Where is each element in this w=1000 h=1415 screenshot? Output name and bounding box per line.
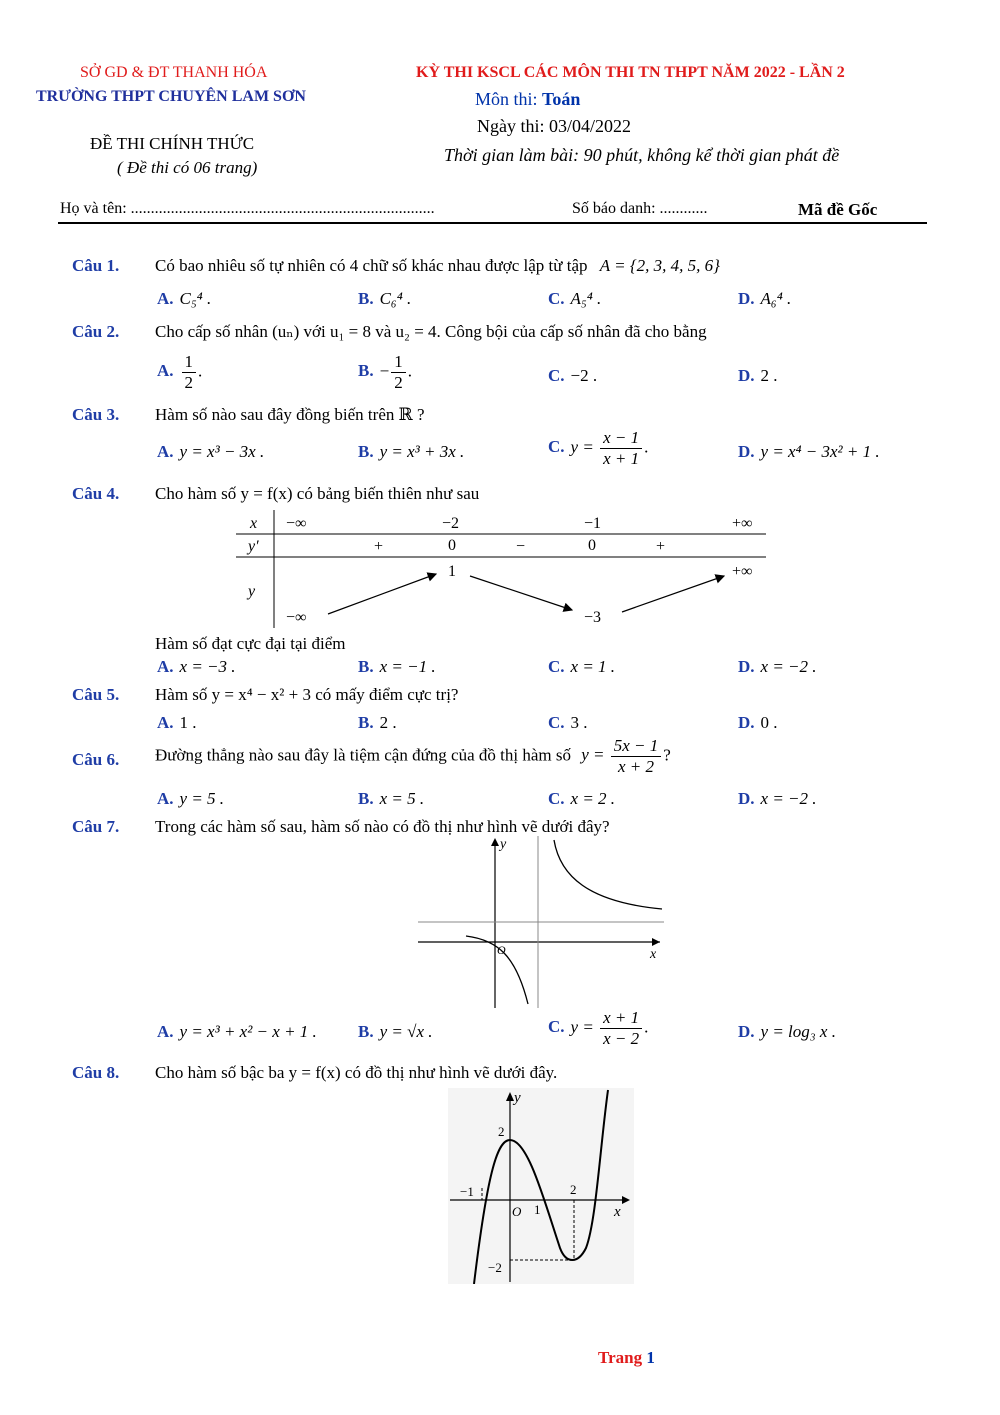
question-text: Hàm số y = x⁴ − x² + 3 có mấy điểm cực trị? (155, 685, 459, 704)
option-d: D. 2 . (738, 366, 778, 385)
header-divider (58, 222, 927, 224)
question-1-text: Có bao nhiêu số tự nhiên có 4 chữ số khác nhau được lập từ tập (155, 256, 588, 275)
question-text: Hàm số nào sau đây đồng biến trên ℝ ? (155, 405, 425, 424)
page-footer (598, 1348, 655, 1368)
question-number: Câu 3. (72, 405, 120, 424)
table-zero: 0 (448, 537, 456, 554)
department-name: SỞ GD & ĐT THANH HÓA (80, 64, 268, 81)
question-6-text: Đường thẳng nào sau đây là tiệm cận đứng của đồ thị hàm số (155, 745, 571, 765)
origin-label: O (497, 943, 506, 957)
question-text: Cho hàm số bậc ba y = f(x) có đồ thị như hình vẽ dưới đây. (155, 1063, 558, 1082)
option-b: B. y = √x . (358, 1022, 433, 1041)
table-y-value: +∞ (732, 563, 753, 580)
option-d: D. y = x⁴ − 3x² + 1 . (738, 442, 880, 461)
option-a: A. y = x³ − 3x . (157, 442, 265, 461)
subject-label: Môn thi: (475, 89, 543, 109)
option-b: B. x = −1 . (358, 657, 436, 676)
table-x-value: +∞ (732, 515, 753, 532)
question-number: Câu 1. (72, 256, 120, 275)
option-c: C. 3 . (548, 713, 588, 732)
question-text (155, 256, 720, 276)
option-a: A. $\frac{1}{2}$ . (157, 352, 203, 392)
exam-title: KỲ THI KSCL CÁC MÔN THI TN THPT NĂM 2022 - LẦN 2 (416, 64, 845, 81)
table-yp-label: y′ (248, 538, 259, 555)
option-a: A. x = −3 . (157, 657, 236, 676)
option-d: D. 0 . (738, 713, 778, 732)
subject-line (475, 89, 580, 110)
question-text: Trong các hàm số sau, hàm số nào có đồ thị như hình vẽ dưới đây? (155, 817, 610, 836)
axis-y-label: y (514, 1090, 521, 1106)
cubic-graph (448, 1088, 634, 1284)
option-b: B. y = x³ + 3x . (358, 442, 465, 461)
question-number: Câu 8. (72, 1063, 120, 1082)
tick-label: 1 (534, 1202, 541, 1217)
exam-duration: Thời gian làm bài: 90 phút, không kể thời gian phát đề (444, 145, 840, 165)
axis-y-label: y (500, 837, 507, 852)
option-a: A. C₅⁴ . (157, 289, 212, 308)
table-sign: + (374, 538, 384, 555)
option-d: D. x = −2 . (738, 789, 817, 808)
arrow-down (470, 576, 572, 610)
question-subtext: Hàm số đạt cực đại tại điểm (155, 634, 346, 653)
option-a: A. y = x³ + x² − x + 1 . (157, 1022, 317, 1041)
option-b: B. 2 . (358, 713, 397, 732)
hyperbola-graph (418, 836, 668, 1008)
school-name: TRƯỜNG THPT CHUYÊN LAM SƠN (36, 88, 306, 105)
question-number: Câu 2. (72, 322, 120, 341)
option-b: B. x = 5 . (358, 789, 425, 808)
question-number: Câu 5. (72, 685, 120, 704)
set-a: A = {2, 3, 4, 5, 6} (599, 256, 720, 275)
option-c: C. −2 . (548, 366, 598, 385)
arrow-up (328, 574, 436, 614)
table-x-value: −2 (442, 515, 460, 532)
exam-date: Ngày thi: 03/04/2022 (477, 116, 631, 136)
question-text: Cho cấp số nhân (uₙ) với u₁ = 8 và u₂ = 4. Công bội của cấp số nhân đã cho bằng (155, 322, 707, 341)
exam-code: Mã đề Gốc (798, 200, 878, 219)
option-c: C. x = 2 . (548, 789, 616, 808)
page-number: 1 (646, 1348, 655, 1367)
official-label: ĐỀ THI CHÍNH THỨC (90, 134, 255, 153)
axis-x-label: x (614, 1204, 621, 1220)
option-a: A. 1 . (157, 713, 197, 732)
arrow-up (622, 576, 724, 612)
question-text: Cho hàm số y = f(x) có bảng biến thiên như sau (155, 484, 480, 503)
option-d: D. x = −2 . (738, 657, 817, 676)
tick-label: −1 (460, 1184, 474, 1199)
id-field: Số báo danh: ............ (572, 200, 708, 217)
axis-x-label: x (650, 947, 657, 962)
option-b: B. C₆⁴ . (358, 289, 412, 308)
variation-table (236, 510, 771, 628)
option-d: D. A₆⁴ . (738, 289, 792, 308)
tick-label: 2 (498, 1124, 505, 1139)
table-y-value: −3 (584, 609, 602, 626)
option-c: C. x = 1 . (548, 657, 616, 676)
table-y-value: −∞ (286, 609, 307, 626)
question-number: Câu 4. (72, 484, 120, 503)
table-y-value: 1 (448, 563, 456, 580)
table-sign: − (516, 538, 526, 555)
page-label: Trang (598, 1348, 647, 1367)
option-c: C. A₅⁴ . (548, 289, 602, 308)
table-sign: + (656, 538, 666, 555)
subject-name: Toán (542, 89, 581, 109)
table-zero: 0 (588, 537, 596, 554)
table-x-value: −∞ (286, 515, 307, 532)
question-text: Đường thẳng nào sau đây là tiệm cận đứng của đồ thị hàm số y = $\frac{5x - 1}{x + 2}$ ? (155, 736, 671, 776)
option-c: C. y = $\frac{x - 1}{x + 1}$ . (548, 428, 649, 468)
option-b: B. − $\frac{1}{2}$ . (358, 352, 412, 392)
tick-label: 2 (570, 1182, 577, 1197)
option-c: C. y = $\frac{x + 1}{x - 2}$ . (548, 1008, 649, 1048)
question-number: Câu 6. (72, 750, 120, 769)
name-field: Họ và tên: ............................................................................ (60, 200, 435, 217)
tick-label: −2 (488, 1260, 502, 1275)
table-x-value: −1 (584, 515, 602, 532)
origin-label: O (512, 1204, 522, 1219)
option-a: A. y = 5 . (157, 789, 225, 808)
table-x-label: x (250, 515, 258, 532)
table-y-label: y (248, 583, 256, 600)
question-number: Câu 7. (72, 817, 120, 836)
pages-note: ( Đề thi có 06 trang) (117, 158, 258, 177)
option-d: D. y = log₃ x . (738, 1022, 836, 1041)
